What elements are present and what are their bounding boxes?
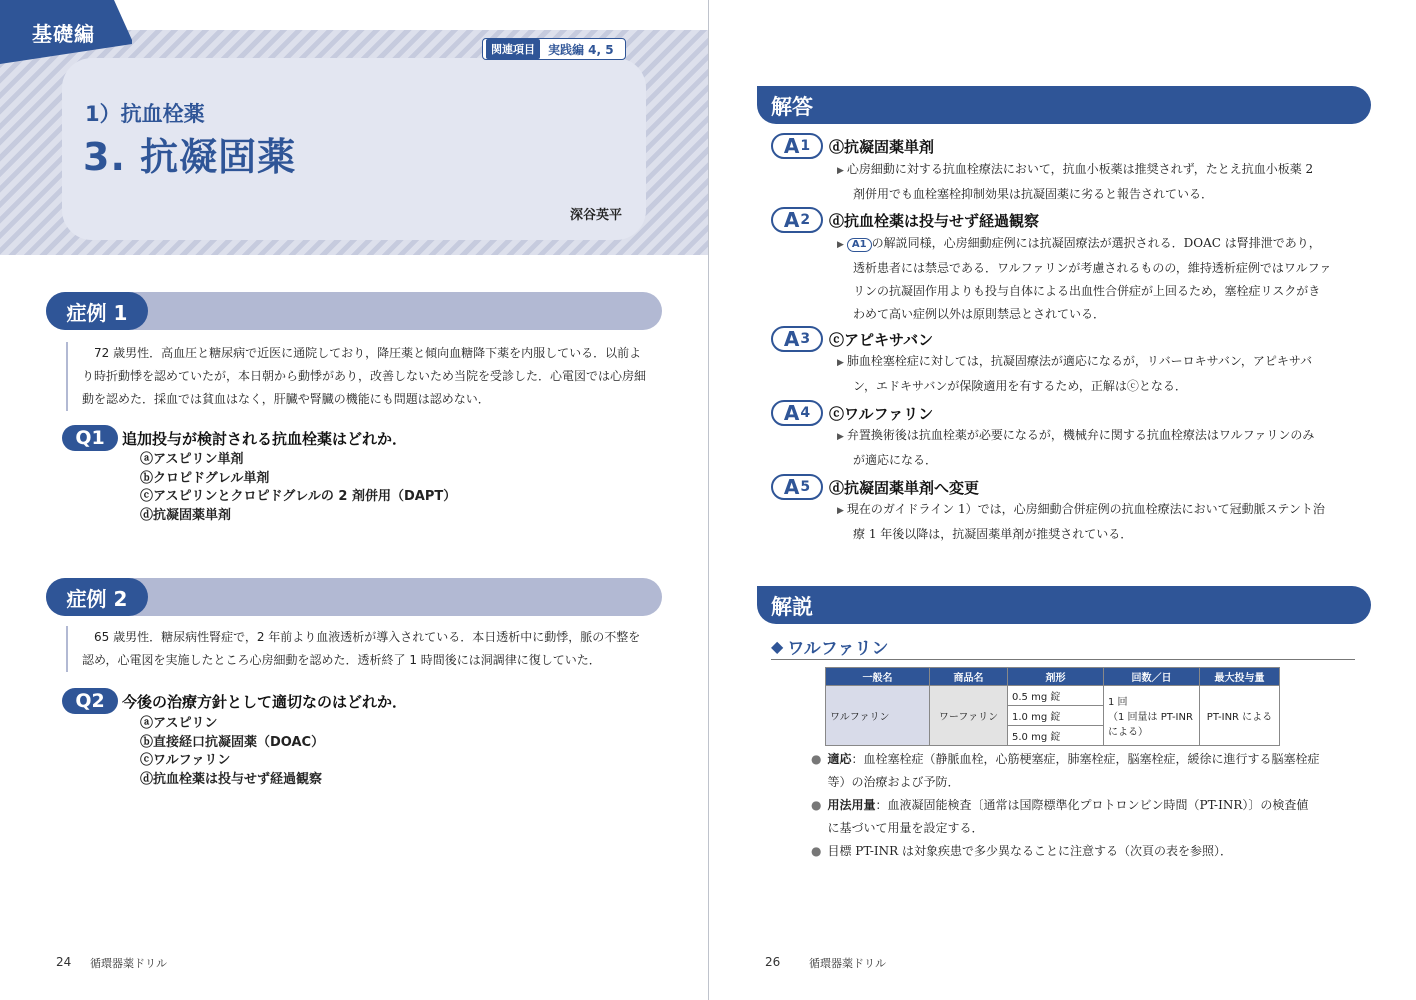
cell-form-3: 5.0 mg 錠 [1008,726,1104,746]
a5-title: ⓓ抗凝固薬単剤へ変更 [829,478,980,497]
bullet-target-inr-text: 目標 PT-INR は対象疾患で多少異なることに注意する（次頁の表を参照）． [827,844,1232,858]
q2-badge: Q2 [62,688,118,714]
answer3-row [771,326,933,352]
triangle-bullet-icon: ▶ [837,506,844,516]
triangle-bullet-icon: ▶ [837,166,844,176]
case1-text: 72 歳男性．高血圧と糖尿病で近医に通院しており，降圧薬と傾向血糖降下薬を内服している．以前より時折動悸を認めていたが，本日朝から動悸があり，改善しないため当院を受診した．心電図では心房細動を認めた．採血では貧血はなく，肝臓や腎臓の機能にも問題は認めない． [82,346,647,406]
case1-label: 症例 1 [46,292,148,330]
question1-row [62,425,407,451]
col-dosage-form: 剤形 [1008,668,1104,686]
q2-option-b: ⓑ直接経口抗凝固薬（DOAC） [140,734,325,750]
q1-text: 追加投与が検討される抗血栓薬はどれか． [122,429,408,448]
q1-option-b: ⓑクロピドグレル単剤 [140,470,270,486]
case2-label: 症例 2 [46,578,148,616]
page-number-left: 24 [56,955,72,969]
q1-badge: Q1 [62,425,118,451]
section-tab-label: 基礎編 [32,22,95,46]
book-title-right: 循環器薬ドリル [809,957,886,970]
cell-form-2: 1.0 mg 錠 [1008,706,1104,726]
q1-option-d: ⓓ抗凝固薬単剤 [140,507,232,523]
case2-text: 65 歳男性．糖尿病性腎症で，2 年前より血液透析が導入されている．本日透析中に動悸，脈の不整を認め，心電図を実施したところ心房細動を認めた．透析終了 1 時間後には洞調律に復していた． [82,630,641,667]
bullet-indication-label: 適応 [827,752,852,766]
a5-badge-num: 5 [800,479,811,495]
page-number-right: 26 [765,955,781,969]
case2-description [66,626,646,672]
a4-line-1: 弁置換術後は抗血栓薬が必要になるが，機械弁に関する抗血栓療法はワルファリンのみ [846,428,1315,442]
q1-option-a: ⓐアスピリン単剤 [140,452,244,467]
cell-max-dose: PT-INR による [1200,686,1280,746]
freq-line-2: （1 回量は PT-INR [1108,712,1193,723]
related-items-value: 実践編 4, 5 [548,42,614,57]
a2-badge-num: 2 [800,212,811,228]
q2-options [140,715,324,789]
a2-badge-letter: A [783,208,800,232]
warfarin-bullets [811,748,1351,863]
cell-frequency [1104,686,1200,746]
col-brand-name: 商品名 [930,668,1008,686]
book-title-left: 循環器薬ドリル [90,957,167,970]
chapter-subtitle: 1）抗血栓薬 [85,102,205,126]
answer1-row [771,133,934,159]
related-items-box [482,38,626,60]
col-generic-name: 一般名 [826,668,930,686]
a3-badge-letter: A [783,327,800,351]
a5-badge-letter: A [783,475,800,499]
a3-explanation [837,350,1343,398]
a5-badge [771,474,823,500]
a1-explanation [837,158,1343,206]
a3-title: ⓒアピキサバン [829,330,934,349]
freq-line-1: 1 回 [1108,697,1128,708]
q1-options [140,451,456,525]
chapter-title: 3. 抗凝固薬 [83,135,297,179]
bullet-dosage [811,794,1351,840]
bullet-dot-icon: ● [811,798,822,812]
right-page [708,0,1416,1000]
warfarin-heading [771,634,888,659]
a4-explanation [837,424,1343,472]
case1-header-bar [46,292,662,330]
a2-explanation [837,232,1343,326]
explanation-section-bar [757,586,1371,624]
bullet-dosage-cont: に基づいて用量を設定する． [827,821,984,835]
triangle-bullet-icon: ▶ [837,240,844,250]
a2-title: ⓓ抗血栓薬は投与せず経過観察 [829,211,1040,230]
a1-badge [771,133,823,159]
a2-line-2: 透析患者には禁忌である．ワルファリンが考慮されるものの，維持透析症例ではワルファ [853,261,1332,275]
bullet-dot-icon: ● [811,844,822,858]
table-row [826,686,1280,706]
q2-option-a: ⓐアスピリン [140,716,218,731]
a2-line-3: リンの抗凝固作用よりも投与自体による出血性合併症が上回るため，塞栓症リスクがき [853,284,1321,298]
table-header-row [826,668,1280,686]
freq-line-3: による） [1108,727,1148,738]
a4-badge-letter: A [783,401,800,425]
a2-line-1: の解説同様，心房細動症例には抗凝固療法が選択される．DOAC は腎排泄であり， [871,236,1321,250]
a2-line-4: わめて高い症例以外は原則禁忌とされている． [853,307,1106,321]
a4-line-2: が適応になる． [853,453,938,467]
bullet-dosage-label: 用法用量 [827,798,876,812]
answer-section-title: 解答 [771,95,813,119]
cell-form-1: 0.5 mg 錠 [1008,686,1104,706]
answer5-row [771,474,979,500]
heading-underline [771,659,1355,660]
triangle-bullet-icon: ▶ [837,358,844,368]
case1-description [66,342,646,411]
q2-option-c: ⓒワルファリン [140,753,231,768]
a5-line-2: 療 1 年後以降は，抗凝固薬単剤が推奨されている． [853,527,1133,541]
bullet-target-inr [811,840,1351,863]
a3-line-1: 肺血栓塞栓症に対しては，抗凝固療法が適応になるが，リバーロキサバン，アピキサバ [846,354,1313,368]
answer-section-bar [757,86,1371,124]
related-items-tag: 関連項目 [486,39,540,59]
a4-badge [771,400,823,426]
bullet-dosage-text: ：血液凝固能検査〔通常は国際標準化プロトロンビン時間（PT-INR）〕の検査値 [875,798,1309,812]
triangle-bullet-icon: ▶ [837,432,844,442]
col-max-dose: 最大投与量 [1200,668,1280,686]
warfarin-table [825,667,1280,746]
col-frequency: 回数／日 [1104,668,1200,686]
bullet-indication-text: ：血栓塞栓症（静脈血栓，心筋梗塞症，肺塞栓症，脳塞栓症，緩徐に進行する脳塞栓症 [851,752,1320,766]
q1-option-c: ⓒアスピリンとクロピドグレルの 2 剤併用（DAPT） [140,489,457,504]
a1-badge-num: 1 [800,138,811,154]
q2-option-d: ⓓ抗血栓薬は投与せず経過観察 [140,771,323,787]
bullet-indication [811,748,1351,794]
answer2-row [771,207,1039,233]
q2-text: 今後の治療方針として適切なのはどれか． [122,692,408,711]
a1-line-1: 心房細動に対する抗血栓療法において，抗血小板薬は推奨されず，たとえ抗血小板薬 2 [846,162,1314,176]
cell-generic-name: ワルファリン [826,686,930,746]
author-name: 深谷英平 [570,208,623,223]
diamond-icon: ◆ [771,637,784,656]
a1-badge-letter: A [783,134,800,158]
a1-reference-badge: A1 [847,238,872,252]
a1-title: ⓓ抗凝固薬単剤 [829,137,935,156]
a3-line-2: ン，エドキサバンが保険適用を有するため，正解はⓒとなる． [853,379,1187,393]
a4-title: ⓒワルファリン [829,404,934,423]
cell-brand-name: ワーファリン [930,686,1008,746]
a1-line-2: 剤併用でも血栓塞栓抑制効果は抗凝固薬に劣ると報告されている． [853,187,1214,201]
case2-header-bar [46,578,662,616]
answer4-row [771,400,933,426]
a4-badge-num: 4 [800,405,811,421]
a5-line-1: 現在のガイドライン 1）では，心房細動合併症例の抗血栓療法において冠動脈ステント治 [846,502,1325,516]
warfarin-title: ワルファリン [787,639,889,659]
a2-badge [771,207,823,233]
a3-badge [771,326,823,352]
bullet-dot-icon: ● [811,752,822,766]
a5-explanation [837,498,1343,546]
a3-badge-num: 3 [800,331,811,347]
question2-row [62,688,407,714]
explanation-section-title: 解説 [771,595,813,619]
bullet-indication-cont: 等）の治療および予防． [827,775,960,789]
